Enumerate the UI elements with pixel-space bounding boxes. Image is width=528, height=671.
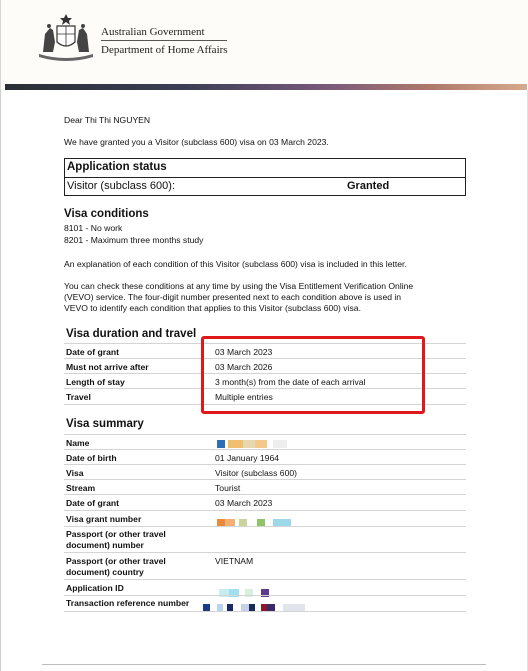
- summary-label: Date of birth: [66, 453, 117, 463]
- header-band: [5, 84, 527, 90]
- summary-label: Name: [66, 438, 90, 448]
- summary-label: document) country: [66, 567, 144, 577]
- page-edge-left: [0, 90, 1, 671]
- footer-divider: [42, 664, 486, 665]
- greeting: Dear Thi Thi NGUYEN: [64, 115, 151, 125]
- row-divider: [64, 449, 466, 450]
- summary-label: Stream: [66, 483, 96, 493]
- summary-label: Visa grant number: [66, 514, 142, 524]
- summary-value: 01 January 1964: [215, 453, 280, 463]
- duration-value: 3 month(s) from the date of each arrival: [215, 377, 366, 387]
- department-name: Department of Home Affairs: [101, 44, 228, 56]
- row-divider: [64, 526, 466, 527]
- conditions-explanation: An explanation of each condition of this Visitor (subclass 600) visa is included in this letter.: [64, 259, 407, 269]
- summary-label: Passport (or other travel: [66, 556, 166, 566]
- duration-value: 03 March 2026: [215, 362, 273, 372]
- row-divider: [64, 464, 466, 465]
- status-label: Visitor (subclass 600):: [67, 180, 176, 192]
- vevo-paragraph-line: VEVO to identify each condition that applies to this Visitor (subclass 600) visa.: [64, 303, 361, 313]
- row-divider: [64, 479, 466, 480]
- row-divider: [64, 579, 466, 580]
- row-divider: [64, 494, 466, 495]
- condition-item: 8101 - No work: [64, 223, 123, 233]
- vevo-paragraph-line: (VEVO) service. The four-digit number presented next to each condition above is used in: [64, 292, 402, 302]
- duration-value: Multiple entries: [215, 392, 273, 402]
- summary-label: document) number: [66, 540, 144, 550]
- summary-value: 03 March 2023: [215, 498, 273, 508]
- summary-label: Application ID: [66, 583, 124, 593]
- duration-value: 03 March 2023: [215, 347, 273, 357]
- org-name: Australian Government: [101, 26, 205, 38]
- duration-label: Must not arrive after: [66, 362, 149, 372]
- summary-value: VIETNAM: [215, 556, 254, 566]
- summary-label: Passport (or other travel: [66, 529, 166, 539]
- summary-heading: Visa summary: [66, 418, 144, 430]
- highlight-annotation: [201, 336, 425, 414]
- application-status-box: [64, 158, 466, 196]
- grant-intro: We have granted you a Visitor (subclass 600) visa on 03 March 2023.: [64, 137, 329, 147]
- coat-of-arms-icon: [35, 12, 97, 62]
- summary-value: Tourist: [215, 483, 241, 493]
- row-divider: [64, 510, 466, 511]
- summary-label: Date of grant: [66, 498, 119, 508]
- status-value: Granted: [347, 180, 390, 192]
- duration-label: Travel: [66, 392, 91, 402]
- duration-heading: Visa duration and travel: [66, 328, 197, 340]
- redacted-name: [217, 440, 287, 448]
- vevo-paragraph-line: You can check these conditions at any time by using the Visa Entitlement Verification Online: [64, 281, 414, 291]
- letterhead-divider: [101, 40, 227, 41]
- duration-label: Length of stay: [66, 377, 125, 387]
- condition-item: 8201 - Maximum three months study: [64, 235, 204, 245]
- summary-value: Visitor (subclass 600): [215, 468, 297, 478]
- status-divider: [65, 177, 465, 178]
- duration-label: Date of grant: [66, 347, 119, 357]
- summary-label: Visa: [66, 468, 84, 478]
- conditions-heading: Visa conditions: [64, 208, 149, 220]
- row-divider: [64, 611, 466, 612]
- status-title: Application status: [67, 161, 167, 173]
- row-divider: [64, 595, 466, 596]
- summary-label: Transaction reference number: [66, 598, 190, 608]
- letterhead: [0, 0, 528, 90]
- row-divider: [64, 552, 466, 553]
- row-divider: [64, 434, 466, 435]
